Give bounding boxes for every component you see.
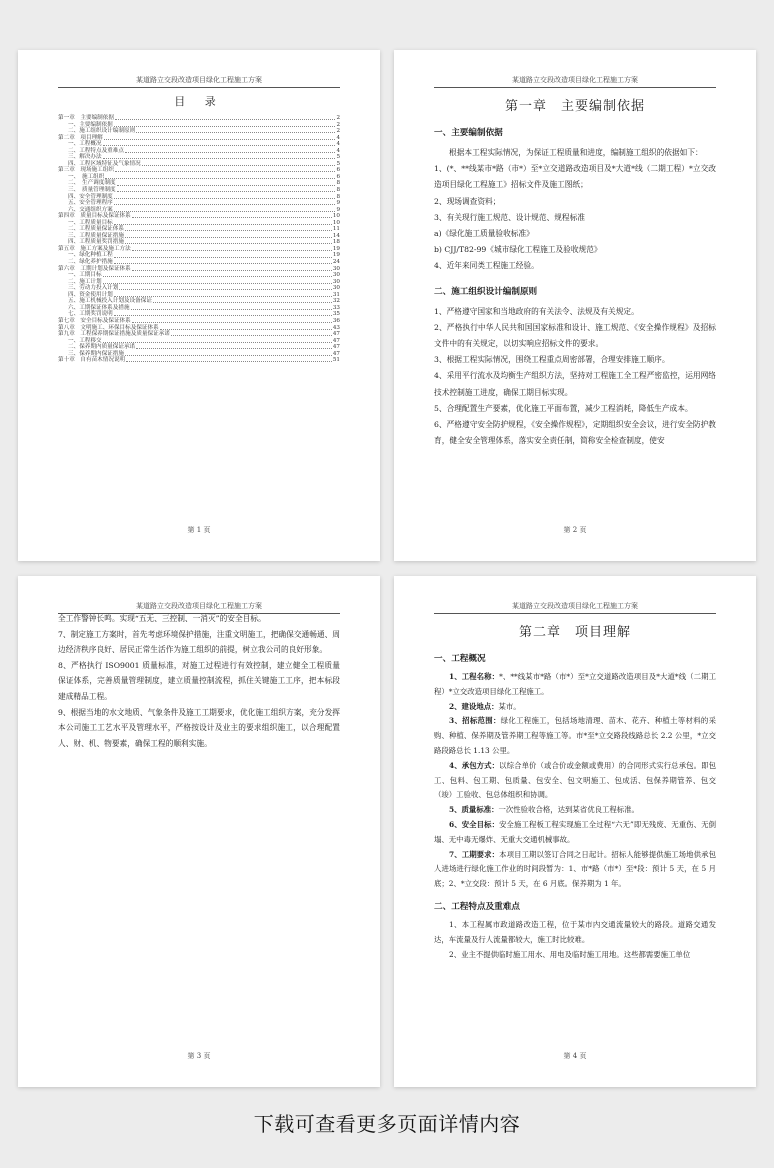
page-content — [434, 95, 716, 449]
running-header: 某道路立交段改造项目绿化工程施工方案 — [58, 75, 340, 88]
toc-entry-label: 二、施工计划 — [68, 278, 102, 285]
overview-item-text: 以综合单价（或合价或金额或费用）的合同形式实行总承包。即包工、包料、包工期、包质量、包安全、包文明施工、包成活、包保养期管养、包交（竣）工验收、包总体组织和协调。 — [434, 760, 716, 800]
overview-item — [434, 848, 716, 892]
document-page-2 — [394, 50, 756, 561]
toc-entry-page: 4 — [336, 134, 340, 141]
toc-entry-label: 三、保养期内保证措施 — [68, 350, 124, 357]
toc-entry-page: 8 — [336, 193, 340, 200]
overview-item-label: 4、承包方式： — [449, 760, 500, 770]
toc-entry-page: 18 — [332, 239, 340, 246]
overview-item — [434, 700, 716, 715]
paragraph: 4、采用平行流水及均衡生产组织方法，坚持对工程施工全工程严密监控，运用网络技术控制施工进度，确保工期目标实现。 — [434, 371, 716, 397]
download-caption: 下载可查看更多页面详情内容 — [253, 1112, 521, 1136]
toc-entry-page: 5 — [336, 154, 340, 161]
toc-entry-page: 30 — [332, 278, 340, 285]
overview-item-label: 5、质量标准： — [449, 805, 499, 815]
toc-entry-label: 二、 生产调度制度 — [68, 180, 116, 187]
toc-list — [58, 115, 340, 364]
overview-item-label: 1、工程名称： — [449, 672, 500, 681]
toc — [58, 95, 340, 364]
toc-entry-label: 第九章 工程保养期保证措施及质量保证承诺 — [58, 331, 170, 338]
toc-leader-dots — [114, 263, 332, 264]
toc-entry-label: 第七章 安全目标及保证体系 — [58, 317, 131, 324]
toc-entry-label: 一、工程质量目标 — [68, 219, 113, 226]
toc-entry-label: 三、 质量管理制度 — [68, 187, 116, 194]
toc-leader-dots — [136, 132, 335, 133]
running-header: 某道路立交段改造项目绿化工程施工方案 — [434, 601, 716, 614]
toc-entry-page: 19 — [332, 252, 340, 259]
section-heading: 一、主要编制依据 — [434, 128, 503, 138]
overview-item — [434, 714, 716, 758]
toc-entry-page: 6 — [336, 173, 340, 180]
toc-entry-page: 2 — [336, 115, 340, 121]
toc-entry-page: 51 — [332, 357, 340, 364]
paragraph: 1、(*、**线某市*路（市*）至*立交道路改造项目及*大道*线（二期工程）*立交改造项目绿化工程施工》招标文件及施工图纸； — [434, 164, 716, 190]
toc-entry-page: 5 — [336, 160, 340, 167]
paragraph: 1、严格遵守国家和当地政府的有关法令、法规及有关规定。 — [434, 306, 639, 316]
toc-leader-dots — [114, 224, 332, 225]
toc-leader-dots — [105, 178, 335, 179]
overview-item-label: 2、建设地点： — [449, 701, 499, 711]
toc-entry-page: 4 — [336, 147, 340, 154]
toc-leader-dots — [114, 315, 332, 316]
paragraph: 9、根据当地的水文地质、气象条件及施工工期要求，优化施工组织方案，充分发挥本公司施工工艺水平及管理水平，严格按设计及业主的要求组织施工，以合理配置人、财、机、物要素，确保工程的顺利实施。 — [58, 707, 340, 748]
document-page-4 — [394, 576, 756, 1087]
toc-leader-dots — [125, 230, 332, 231]
toc-entry-page: 8 — [336, 187, 340, 194]
chapter-title: 第一章 主要编制依据 — [504, 99, 645, 114]
toc-entry-page: 19 — [332, 245, 340, 252]
toc-entry-page: 24 — [332, 259, 340, 266]
paragraph: 1、本工程属市政道路改造工程，位于某市内交通流量较大的路段。道路交通发达，车流量及行人流量都较大，施工时比较难。 — [434, 919, 716, 944]
toc-leader-dots — [103, 283, 332, 284]
document-page-1 — [18, 50, 380, 561]
toc-leader-dots — [103, 145, 336, 146]
chapter-title: 第二章 项目理解 — [518, 625, 631, 640]
toc-leader-dots — [117, 191, 336, 192]
toc-entry-label: 六、工期保证体系及措施 — [68, 304, 130, 311]
toc-entry-label: 六、交通组织方案 — [68, 206, 113, 213]
overview-item-text: 某市。 — [498, 701, 521, 711]
toc-entry-page: 47 — [332, 331, 340, 338]
paragraph: 2、现场调查资料； — [434, 196, 501, 206]
toc-leader-dots — [160, 329, 332, 330]
toc-entry-page: 2 — [336, 121, 340, 128]
toc-entry-label: 三、劳动力投入计划 — [68, 285, 119, 292]
toc-entry-page: 14 — [332, 232, 340, 239]
toc-leader-dots — [142, 165, 336, 166]
toc-entry-page: 9 — [336, 200, 340, 207]
toc-entry-label: 七、工期奖罚说明 — [68, 311, 113, 318]
toc-leader-dots — [126, 361, 332, 362]
overview-item-label: 3、招标范围： — [449, 716, 501, 726]
paragraph: 2、业主不提供临时施工用水、用电及临时施工用地。这些都需要施工单位 — [449, 949, 691, 959]
toc-leader-dots — [114, 198, 336, 199]
toc-leader-dots — [114, 296, 332, 297]
toc-entry-page: 30 — [332, 272, 340, 279]
toc-entry-label: 一、工期目标 — [68, 272, 102, 279]
paragraph: 6、严格遵守安全防护规程，《安全操作规程》，定期组织安全会议，进行安全防护教育，健全安全管理体系，落实安全责任制，简称安全检查制度，使安 — [434, 420, 716, 446]
toc-entry-label: 二、工程特点及重难点 — [68, 147, 124, 154]
toc-title: 目 录 — [174, 95, 224, 108]
toc-entry-label: 第十章 自有苗木情况说明 — [58, 357, 126, 364]
toc-entry-page: 2 — [336, 128, 340, 135]
toc-leader-dots — [117, 185, 336, 186]
toc-entry-page: 32 — [332, 298, 340, 305]
paragraph: 5、合理配置生产要素，优化施工平面布置，减少工程消耗，降低生产成本。 — [434, 403, 693, 413]
toc-entry-label: 四、工程区域特征及气象情况 — [68, 160, 141, 167]
toc-entry-page: 33 — [332, 304, 340, 311]
section-heading: 二、施工组织设计编制原则 — [434, 286, 538, 297]
toc-leader-dots — [114, 257, 332, 258]
toc-entry-label: 四、工程质量奖罚措施 — [68, 239, 124, 246]
toc-entry-label: 一、绿化种植工程 — [68, 252, 113, 259]
toc-entry-label: 第二章 项目理解 — [58, 134, 103, 141]
overview-item-text: *、**线某市*路（市*）至*立交道路改造项目及*大道*线（二期工程）*立交改造项目绿化工程施工。 — [434, 672, 716, 696]
toc-entry-page: 8 — [336, 180, 340, 187]
toc-leader-dots — [125, 152, 335, 153]
toc-entry-page: 9 — [336, 206, 340, 213]
document-page-3 — [18, 576, 380, 1087]
overview-item — [434, 670, 716, 700]
toc-leader-dots — [153, 302, 332, 303]
toc-leader-dots — [103, 158, 336, 159]
toc-leader-dots — [125, 237, 332, 238]
running-header: 某道路立交段改造项目绿化工程施工方案 — [434, 75, 716, 88]
toc-entry-page: 47 — [332, 337, 340, 344]
paragraph: 3、有关现行施工规范、设计规范、规程标准 — [434, 212, 585, 222]
overview-item-text: 本项目工期以签订合同之日起计。招标人能够提供施工场地供承包人进场进行绿化施工作业的时间段暂为：1、市*路（市*）至*段：预计 5 天，在 5 月底；2、*立交段：预计 5 天，在 6 月底。保养期为 1 年。 — [434, 849, 716, 889]
toc-leader-dots — [115, 119, 335, 120]
toc-entry-label: 四、资金使用计划 — [68, 291, 113, 298]
toc-leader-dots — [132, 217, 332, 218]
project-overview-list — [434, 670, 716, 892]
toc-entry-page: 30 — [332, 265, 340, 272]
overview-item-text: 一次性验收合格，达到某省优良工程标准。 — [498, 805, 639, 815]
toc-entry-label: 三、工程质量保证措施 — [68, 232, 124, 239]
running-header: 某道路立交段改造项目绿化工程施工方案 — [58, 601, 340, 614]
overview-item — [434, 818, 716, 848]
overview-item-text: 安全施工程板工程实现施工全过程“六无”即无残废、无重伤、无倒塌、无中毒无爆炸、无重大交通机械事故。 — [434, 819, 716, 844]
toc-entry-label: 第一章 主要编制依据 — [58, 115, 114, 121]
toc-entry-label: 五、施工机械投入计划及设备保证 — [68, 298, 152, 305]
overview-item-label: 7、工期要求： — [449, 849, 500, 859]
toc-entry-page: 6 — [336, 167, 340, 174]
toc-entry-page: 35 — [332, 311, 340, 318]
toc-entry-page: 43 — [332, 324, 340, 331]
toc-entry-label: 二、施工组织设计编制原则 — [68, 128, 136, 135]
section-heading: 二、工程特点及重难点 — [434, 901, 520, 912]
toc-leader-dots — [171, 335, 332, 336]
toc-leader-dots — [125, 243, 332, 244]
toc-leader-dots — [132, 250, 332, 251]
toc-leader-dots — [115, 171, 335, 172]
page-number: 第 1 页 — [187, 526, 211, 534]
toc-leader-dots — [119, 289, 332, 290]
toc-entry-label: 一、主要编制依据 — [68, 121, 113, 128]
toc-entry-page: 10 — [332, 213, 340, 220]
toc-entry-label: 一、 施工组织 — [68, 173, 105, 180]
paragraph: a)《绿化施工质量验收标准》 — [434, 229, 534, 239]
toc-entry-page: 36 — [332, 317, 340, 324]
paragraph: 根据本工程实际情况，为保证工程质量和进度，编制施工组织的依据如下： — [449, 148, 703, 157]
toc-leader-dots — [103, 342, 332, 343]
toc-leader-dots — [114, 211, 336, 212]
toc-entry-page: 4 — [336, 141, 340, 148]
toc-entry-label: 五、安全管理程序 — [68, 200, 113, 207]
toc-entry-label: 第三章 现场施工组织 — [58, 167, 114, 174]
toc-entry-label: 第四章 质量目标及保证体系 — [58, 213, 131, 220]
toc-entry-page: 31 — [332, 291, 340, 298]
toc-entry-label: 二、工程质量保证体系 — [68, 226, 124, 233]
toc-entry-page: 47 — [332, 350, 340, 357]
page-content — [434, 621, 716, 962]
toc-leader-dots — [131, 309, 332, 310]
toc-entry — [58, 357, 340, 364]
overview-item — [434, 759, 716, 803]
toc-leader-dots — [114, 204, 336, 205]
page-number: 第 4 页 — [563, 1052, 587, 1060]
paragraph: 全工作警钟长鸣。实现“五无、三控制、一消灭”的安全目标。 — [58, 614, 266, 623]
toc-leader-dots — [103, 276, 332, 277]
toc-entry-page: 30 — [332, 285, 340, 292]
paragraph: 7、制定施工方案时，首先考虑环境保护措施，注重文明施工，把确保交通畅通、周边经济秩序良好、居民正常生活作为施工组织的前提，树立我公司的良好形象。 — [58, 629, 340, 655]
toc-entry-label: 第八章 文明施工、环保目标及保证体系 — [58, 324, 159, 331]
toc-entry-label: 三、解决办法 — [68, 154, 102, 161]
toc-entry-label: 一、工程概况 — [68, 141, 102, 148]
overview-item-label: 6、安全目标： — [449, 819, 500, 829]
toc-leader-dots — [132, 322, 332, 323]
toc-leader-dots — [132, 270, 332, 271]
section-heading: 一、工程概况 — [434, 654, 486, 664]
toc-entry-page: 47 — [332, 344, 340, 351]
toc-entry-label: 二、保养期内质量保证承诺 — [68, 344, 136, 351]
overview-item-text: 绿化工程施工，包括场地清理、苗木、花卉、种植土等材料的采购、种植、保养期及管养期工程等施工等。市*至*立交路段线路总长 2.2 公里，*立交路段路总长 1.13 公里。 — [434, 716, 716, 755]
page-number: 第 2 页 — [563, 526, 587, 534]
page-number: 第 3 页 — [187, 1052, 211, 1060]
paragraph: 8、严格执行 ISO9001 质量标准，对施工过程进行有效控制，建立健全工程质量保证体系，完善质量管理制度，建立质量控制流程，抓住关键施工工序，把本标段建成精品工程。 — [58, 660, 340, 701]
page-content — [58, 611, 340, 751]
toc-entry-label: 四、安全管理制度 — [68, 193, 113, 200]
overview-item — [434, 803, 716, 818]
toc-entry-label: 二、绿化养护措施 — [68, 259, 113, 266]
paragraph: 4、近年来同类工程施工经验。 — [434, 261, 539, 271]
toc-entry-label: 第五章 施工方案及施工方法 — [58, 245, 131, 252]
toc-entry-page: 11 — [332, 226, 340, 233]
toc-leader-dots — [125, 355, 332, 356]
paragraph: 2、严格执行中华人民共和国国家标准和设计、施工规范、《安全操作规程》及招标文件中的有关规定，以切实响应招标文件的要求。 — [434, 322, 716, 349]
paragraph: b) CJJ/T82-99《城市绿化工程施工及验收规范》 — [434, 245, 602, 255]
toc-leader-dots — [104, 139, 336, 140]
paragraph: 3、根据工程实际情况，围绕工程重点周密部署，合理安排施工顺序。 — [434, 355, 670, 365]
toc-entry-page: 10 — [332, 219, 340, 226]
toc-leader-dots — [114, 126, 336, 127]
toc-entry-label: 一、工程移交 — [68, 337, 102, 344]
toc-entry-label: 第六章 工期计划及保证体系 — [58, 265, 131, 272]
toc-leader-dots — [136, 348, 332, 349]
